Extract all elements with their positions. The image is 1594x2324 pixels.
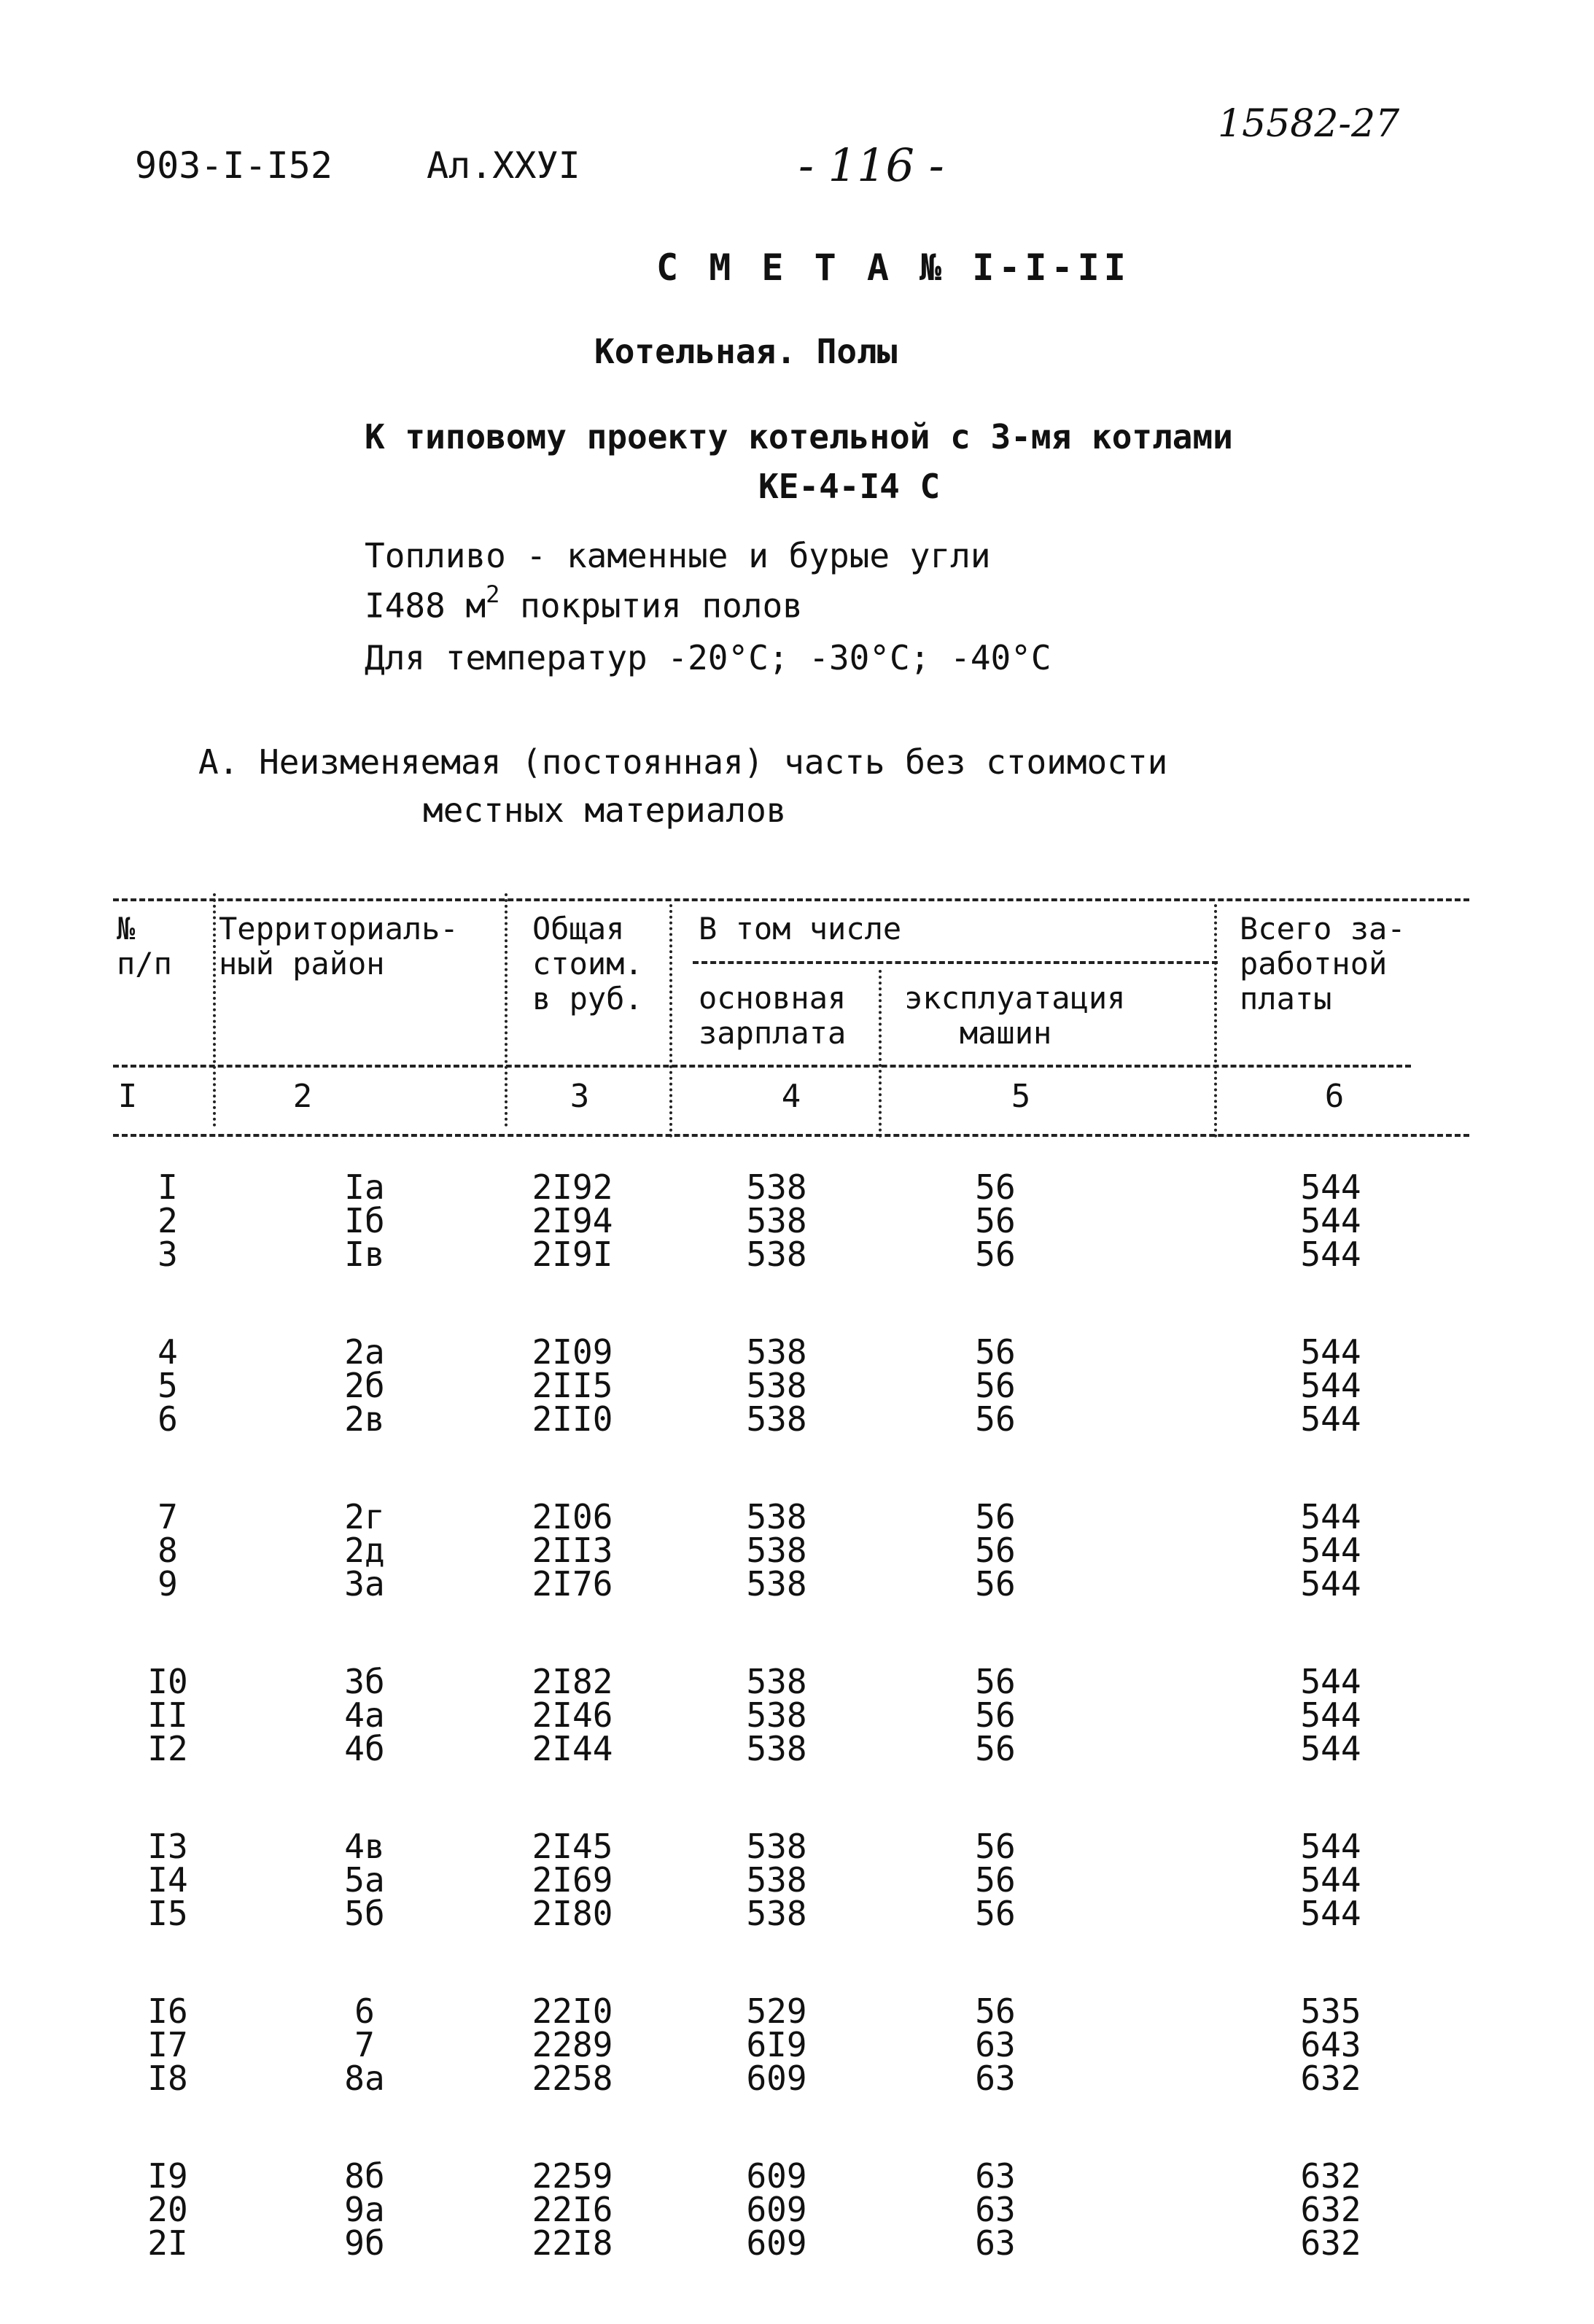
total-cost: 2I82 [532,1662,613,1701]
total-cost: 2I76 [532,1564,613,1604]
column-number: 5 [1011,1078,1031,1115]
machine-operation: 56 [975,1991,1016,2031]
row-number: II [147,1695,188,1735]
document-code: 903-I-I52 [135,144,333,187]
territorial-region: 2д [344,1531,385,1570]
total-wages: 544 [1300,1167,1361,1207]
total-wages: 535 [1300,1991,1361,2031]
machine-operation: 56 [975,1827,1016,1866]
header-total: Общая стоим. в руб. [532,911,643,1017]
total-cost: 2259 [532,2156,613,2196]
row-number: 5 [158,1366,178,1405]
total-wages: 544 [1300,1235,1361,1274]
table-row [0,1235,1594,1274]
fuel-line: Топливо - каменные и бурые угли [365,536,991,575]
row-group [0,1497,1594,1604]
total-cost: 2258 [532,2059,613,2098]
table-row [0,1497,1594,1536]
machine-operation: 56 [975,1497,1016,1536]
total-wages: 544 [1300,1366,1361,1405]
total-wages: 544 [1300,1564,1361,1604]
total-cost: 2I80 [532,1894,613,1933]
total-wages: 544 [1300,1332,1361,1372]
total-cost: 2I69 [532,1860,613,1900]
base-wage: 538 [746,1531,807,1570]
total-cost: 22I6 [532,2190,613,2229]
total-wages: 544 [1300,1827,1361,1866]
base-wage: 538 [746,1564,807,1604]
table-row [0,1564,1594,1604]
base-wage: 538 [746,1235,807,1274]
row-group [0,2156,1594,2263]
temperature-line: Для температур -20°С; -30°С; -40°С [365,638,1051,677]
base-wage: 609 [746,2156,807,2196]
header-top-rule [113,898,1469,901]
machine-operation: 56 [975,1235,1016,1274]
territorial-region: 2б [344,1366,385,1405]
base-wage: 538 [746,1827,807,1866]
machine-operation: 56 [975,1366,1016,1405]
territorial-region: 3б [344,1662,385,1701]
col-divider-2 [505,893,508,1127]
header-total-wages: Всего за- работной платы [1240,911,1406,1017]
table-body [0,1167,1594,2324]
total-cost: 2I92 [532,1167,613,1207]
col-divider-1 [213,893,216,1127]
row-number: 2 [158,1201,178,1240]
column-number: 3 [569,1078,590,1115]
base-wage: 538 [746,1860,807,1900]
machine-operation: 56 [975,1729,1016,1768]
territorial-region: Iв [344,1235,385,1274]
machine-operation: 56 [975,1332,1016,1372]
row-group [0,1991,1594,2098]
row-number: I6 [147,1991,188,2031]
total-cost: 2I44 [532,1729,613,1768]
machine-operation: 63 [975,2223,1016,2263]
row-number: I [158,1167,178,1207]
total-wages: 632 [1300,2190,1361,2229]
base-wage: 538 [746,1497,807,1536]
table-row [0,2156,1594,2196]
table-row [0,1827,1594,1866]
total-wages: 632 [1300,2156,1361,2196]
machine-operation: 56 [975,1564,1016,1604]
row-number: I2 [147,1729,188,1768]
table-row [0,2025,1594,2064]
base-wage: 538 [746,1201,807,1240]
total-cost: 2I94 [532,1201,613,1240]
header-subrule [693,961,1218,964]
base-wage: 538 [746,1729,807,1768]
base-wage: 609 [746,2223,807,2263]
row-group [0,1662,1594,1768]
total-wages: 632 [1300,2223,1361,2263]
total-wages: 544 [1300,1497,1361,1536]
machine-operation: 56 [975,1860,1016,1900]
machine-operation: 56 [975,1894,1016,1933]
territorial-region: 7 [354,2025,375,2064]
table-row [0,1399,1594,1439]
base-wage: 538 [746,1695,807,1735]
row-number: 2I [147,2223,188,2263]
territorial-region: 2а [344,1332,385,1372]
territorial-region: Iа [344,1167,385,1207]
territorial-region: 4б [344,1729,385,1768]
table-row [0,1662,1594,1701]
table-row [0,1531,1594,1570]
total-wages: 544 [1300,1894,1361,1933]
total-wages: 544 [1300,1729,1361,1768]
territorial-region: 5а [344,1860,385,1900]
territorial-region: 9б [344,2223,385,2263]
row-number: I0 [147,1662,188,1701]
total-cost: 22I8 [532,2223,613,2263]
total-wages: 544 [1300,1201,1361,1240]
page-number: - 116 - [798,139,944,192]
machine-operation: 56 [975,1201,1016,1240]
machine-operation: 56 [975,1399,1016,1439]
machine-operation: 56 [975,1662,1016,1701]
page-subtitle: Котельная. Полы [594,332,898,371]
row-number: I3 [147,1827,188,1866]
area-line [365,580,803,626]
row-number: 6 [158,1399,178,1439]
project-line-2: КЕ-4-I4 С [758,467,941,506]
base-wage: 538 [746,1167,807,1207]
territorial-region: 6 [354,1991,375,2031]
total-cost: 2I06 [532,1497,613,1536]
machine-operation: 56 [975,1167,1016,1207]
header-including: В том числе [699,911,902,947]
territorial-region: 4а [344,1695,385,1735]
row-number: 4 [158,1332,178,1372]
area-text: покрытия полов [499,586,803,626]
total-cost: 2II0 [532,1399,613,1439]
base-wage: 538 [746,1399,807,1439]
archive-number: 15582-27 [1218,102,1400,146]
table-row [0,1366,1594,1405]
territorial-region: 8б [344,2156,385,2196]
row-number: 9 [158,1564,178,1604]
section-heading-line-1: А. Неизменяемая (постоянная) часть без стоимости [198,742,1168,782]
machine-operation: 63 [975,2059,1016,2098]
territorial-region: 5б [344,1894,385,1933]
territorial-region: 2г [344,1497,385,1536]
col-divider-3 [669,904,672,1138]
total-wages: 643 [1300,2025,1361,2064]
row-group [0,1827,1594,1933]
total-cost: 2289 [532,2025,613,2064]
total-cost: 2I45 [532,1827,613,1866]
table-row [0,2223,1594,2263]
column-number: 6 [1324,1078,1345,1115]
base-wage: 538 [746,1894,807,1933]
header-machines: эксплуатация машин [904,980,1126,1051]
territorial-region: 9а [344,2190,385,2229]
base-wage: 529 [746,1991,807,2031]
base-wage: 609 [746,2059,807,2098]
table-row [0,1695,1594,1735]
row-group [0,1167,1594,1274]
base-wage: 6I9 [746,2025,807,2064]
header-base-wage: основная зарплата [699,980,847,1051]
total-wages: 544 [1300,1695,1361,1735]
header-region: Территориаль- ный район [219,911,459,982]
column-number: I [117,1078,138,1115]
table-row [0,1991,1594,2031]
row-number: I9 [147,2156,188,2196]
machine-operation: 63 [975,2025,1016,2064]
page-title: С М Е Т А № I-I-II [656,246,1130,289]
total-cost: 2I46 [532,1695,613,1735]
header-num: № п/п [117,911,172,982]
album-number: Ал.XXУI [427,144,580,187]
base-wage: 538 [746,1332,807,1372]
machine-operation: 56 [975,1695,1016,1735]
col-divider-5 [1214,904,1217,1138]
total-cost: 2II3 [532,1531,613,1570]
total-cost: 2II5 [532,1366,613,1405]
total-wages: 544 [1300,1860,1361,1900]
territorial-region: 2в [344,1399,385,1439]
machine-operation: 63 [975,2190,1016,2229]
territorial-region: Iб [344,1201,385,1240]
row-number: I4 [147,1860,188,1900]
table-row [0,1167,1594,1207]
base-wage: 538 [746,1366,807,1405]
header-bottom-rule [113,1134,1469,1137]
row-number: 8 [158,1531,178,1570]
table-row [0,1894,1594,1933]
table-row [0,2059,1594,2098]
project-line-1: К типовому проекту котельной с 3-мя котлами [365,417,1233,456]
row-number: I8 [147,2059,188,2098]
total-cost: 22I0 [532,1991,613,2031]
col-divider-4 [879,970,882,1138]
row-group [0,1332,1594,1439]
base-wage: 538 [746,1662,807,1701]
row-number: 20 [147,2190,188,2229]
section-heading-line-2: местных материалов [423,790,787,830]
area-superscript: 2 [486,580,500,608]
territorial-region: 4в [344,1827,385,1866]
total-wages: 632 [1300,2059,1361,2098]
area-value: I488 м [365,586,486,626]
row-number: 3 [158,1235,178,1274]
table-row [0,1332,1594,1372]
total-wages: 544 [1300,1662,1361,1701]
column-number: 4 [781,1078,801,1115]
total-wages: 544 [1300,1531,1361,1570]
row-number: 7 [158,1497,178,1536]
table-row [0,1729,1594,1768]
territorial-region: 3а [344,1564,385,1604]
machine-operation: 56 [975,1531,1016,1570]
machine-operation: 63 [975,2156,1016,2196]
table-row [0,2190,1594,2229]
territorial-region: 8а [344,2059,385,2098]
total-cost: 2I9I [532,1235,613,1274]
total-wages: 544 [1300,1399,1361,1439]
row-number: I7 [147,2025,188,2064]
base-wage: 609 [746,2190,807,2229]
row-number: I5 [147,1894,188,1933]
total-cost: 2I09 [532,1332,613,1372]
table-row [0,1201,1594,1240]
column-number: 2 [292,1078,313,1115]
table-row [0,1860,1594,1900]
